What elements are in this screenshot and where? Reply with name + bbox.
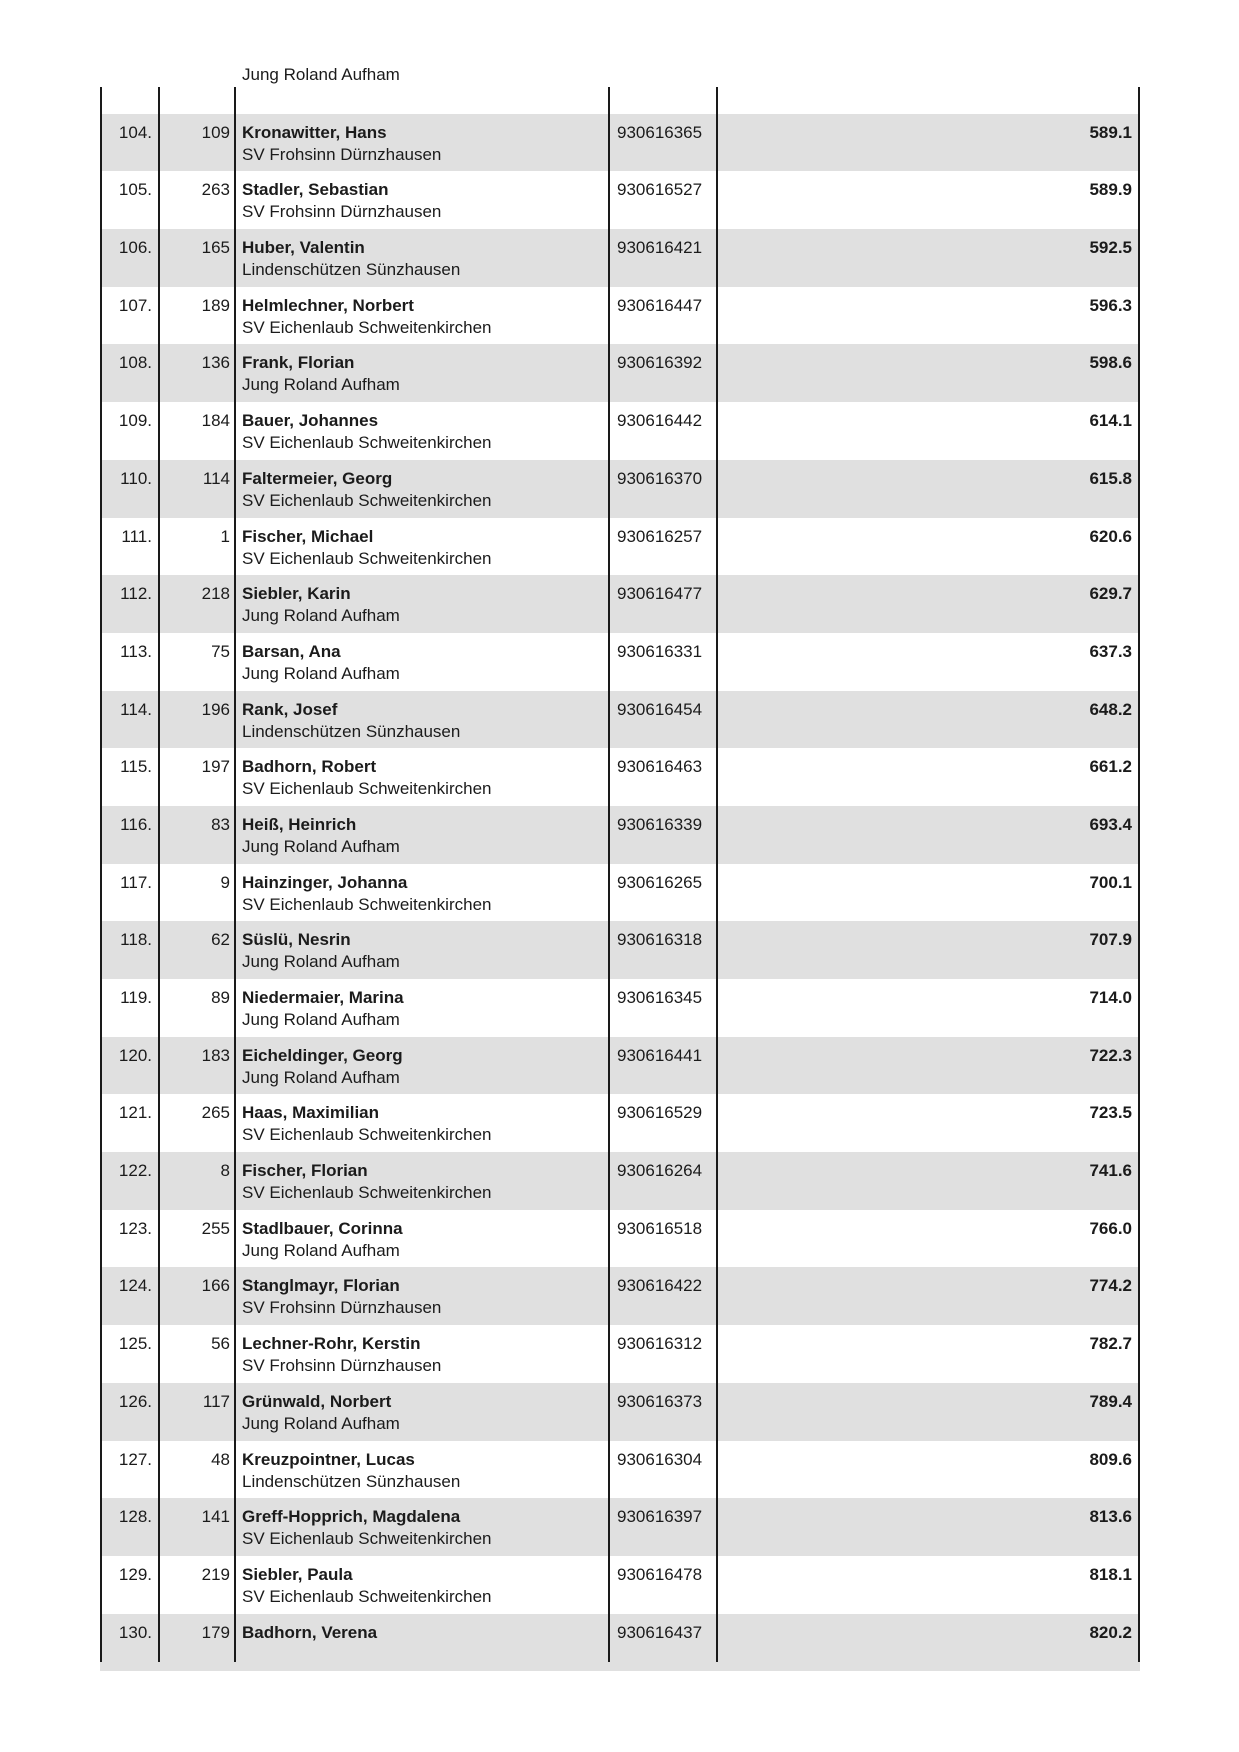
shooter-id-cell: 930616437 xyxy=(617,1622,703,1642)
shooter-name: Barsan, Ana xyxy=(242,641,341,661)
rank-cell: 112. xyxy=(120,584,152,604)
score-cell: 589.1 xyxy=(1089,122,1132,142)
score-cell: 693.4 xyxy=(1089,814,1132,834)
start-number-cell: 1 xyxy=(220,526,230,546)
rank-cell: 107. xyxy=(118,295,152,315)
club-name: SV Frohsinn Dürnzhausen xyxy=(242,144,442,164)
name-cell xyxy=(234,114,608,172)
score-cell: 598.6 xyxy=(1089,353,1132,373)
shooter-id-cell: 930616441 xyxy=(617,1045,703,1065)
table-row xyxy=(100,1614,1140,1672)
start-number-cell: 197 xyxy=(201,757,230,777)
shooter-name: Heiß, Heinrich xyxy=(242,814,357,834)
shooter-id-cell xyxy=(608,56,716,114)
shooter-id-cell: 930616518 xyxy=(617,1218,703,1238)
name-cell xyxy=(234,1152,608,1210)
results-table-rows xyxy=(100,56,1140,1671)
shooter-name: Kreuzpointner, Lucas xyxy=(242,1449,415,1469)
rank-cell: 126. xyxy=(118,1391,152,1411)
club-name: Jung Roland Aufham xyxy=(242,836,400,856)
shooter-id-cell: 930616331 xyxy=(617,641,703,661)
score-cell: 596.3 xyxy=(1089,295,1132,315)
rank-cell: 125. xyxy=(118,1334,152,1354)
club-name: SV Eichenlaub Schweitenkirchen xyxy=(242,490,492,510)
start-number-cell: 265 xyxy=(201,1103,230,1123)
name-cell xyxy=(234,287,608,345)
club-name: SV Eichenlaub Schweitenkirchen xyxy=(242,433,492,453)
rank-cell: 106. xyxy=(118,238,152,258)
shooter-name: Fischer, Michael xyxy=(242,526,374,546)
rank-cell: 122. xyxy=(118,1161,152,1181)
shooter-id-cell: 930616392 xyxy=(617,353,703,373)
rank-cell: 121. xyxy=(118,1103,152,1123)
score-cell: 707.9 xyxy=(1089,930,1132,950)
shooter-name: Siebler, Paula xyxy=(242,1564,353,1584)
shooter-id-cell: 930616421 xyxy=(617,238,703,258)
table-row xyxy=(100,921,1140,979)
table-row xyxy=(100,114,1140,172)
name-cell xyxy=(234,229,608,287)
score-cell: 615.8 xyxy=(1089,468,1132,488)
club-name: SV Eichenlaub Schweitenkirchen xyxy=(242,548,492,568)
shooter-name: Niedermaier, Marina xyxy=(242,988,404,1007)
table-row xyxy=(100,1556,1140,1614)
score-cell: 614.1 xyxy=(1089,411,1132,431)
shooter-id-cell: 930616365 xyxy=(617,122,703,142)
name-cell xyxy=(234,691,608,749)
start-number-cell: 141 xyxy=(201,1507,230,1527)
start-number-cell: 136 xyxy=(201,353,230,373)
rank-cell: 120. xyxy=(118,1045,152,1065)
club-name: SV Eichenlaub Schweitenkirchen xyxy=(242,779,492,799)
name-cell xyxy=(234,1325,608,1383)
rank-cell: 108. xyxy=(118,353,152,373)
table-row xyxy=(100,1152,1140,1210)
shooter-id-cell: 930616527 xyxy=(617,180,703,200)
club-name: SV Frohsinn Dürnzhausen xyxy=(242,1356,442,1376)
shooter-id-cell: 930616264 xyxy=(617,1161,703,1181)
table-row xyxy=(100,1383,1140,1441)
rank-column-divider xyxy=(158,87,160,1662)
score-cell: 782.7 xyxy=(1089,1334,1132,1354)
name-cell xyxy=(234,806,608,864)
score-cell: 637.3 xyxy=(1089,641,1132,661)
start-number-cell: 263 xyxy=(201,180,230,200)
shooter-name: Bauer, Johannes xyxy=(242,411,379,431)
score-cell xyxy=(716,56,1140,114)
start-number-cell: 56 xyxy=(211,1334,230,1354)
shooter-id-cell: 930616304 xyxy=(617,1449,703,1469)
table-row xyxy=(100,1267,1140,1325)
club-name: SV Eichenlaub Schweitenkirchen xyxy=(242,317,492,337)
name-cell xyxy=(234,518,608,576)
start-number-cell: 114 xyxy=(202,468,230,488)
club-name: SV Eichenlaub Schweitenkirchen xyxy=(242,1586,492,1606)
score-cell: 813.6 xyxy=(1089,1507,1132,1527)
name-cell xyxy=(234,1210,608,1268)
club-name: Lindenschützen Sünzhausen xyxy=(242,260,461,280)
name-cell xyxy=(234,921,608,979)
shooter-id-cell: 930616447 xyxy=(617,295,703,315)
name-cell xyxy=(234,1383,608,1441)
club-name: Jung Roland Aufham xyxy=(242,65,400,84)
shooter-name: Faltermeier, Georg xyxy=(242,468,393,488)
shooter-name: Badhorn, Verena xyxy=(242,1622,378,1642)
name-cell xyxy=(234,344,608,402)
rank-cell xyxy=(100,56,158,114)
table-row xyxy=(100,979,1140,1037)
shooter-name: Kronawitter, Hans xyxy=(242,122,387,142)
start-number-cell: 184 xyxy=(201,411,230,431)
start-number-cell: 62 xyxy=(211,930,230,950)
shooter-name: Süslü, Nesrin xyxy=(242,930,351,950)
rank-cell: 129. xyxy=(118,1564,152,1584)
table-row xyxy=(100,171,1140,229)
start-number-cell: 109 xyxy=(201,122,230,142)
club-name: Jung Roland Aufham xyxy=(242,375,400,395)
rank-cell: 130. xyxy=(118,1622,152,1642)
table-row xyxy=(100,56,1140,114)
table-row xyxy=(100,344,1140,402)
start-number-cell: 165 xyxy=(201,238,230,258)
club-name: SV Eichenlaub Schweitenkirchen xyxy=(242,1529,492,1549)
start-number-cell: 75 xyxy=(211,641,230,661)
table-row xyxy=(100,287,1140,345)
shooter-name: Badhorn, Robert xyxy=(242,757,377,777)
name-cell xyxy=(234,1614,608,1672)
name-cell xyxy=(234,1267,608,1325)
start-number-cell: 218 xyxy=(201,584,230,604)
start-number-cell: 255 xyxy=(201,1218,230,1238)
id-column-divider xyxy=(716,87,718,1662)
rank-cell: 105. xyxy=(118,180,152,200)
start-number-cell: 196 xyxy=(201,699,230,719)
shooter-name: Greff-Hopprich, Magdalena xyxy=(242,1507,461,1527)
table-row xyxy=(100,1498,1140,1556)
shooter-id-cell: 930616345 xyxy=(617,988,703,1007)
name-cell xyxy=(234,460,608,518)
club-name: SV Eichenlaub Schweitenkirchen xyxy=(242,1183,492,1203)
shooter-id-cell: 930616454 xyxy=(617,699,703,719)
score-cell: 620.6 xyxy=(1089,526,1132,546)
start-number-cell: 89 xyxy=(211,988,230,1007)
score-cell: 700.1 xyxy=(1089,872,1132,892)
start-number-cell: 219 xyxy=(201,1564,230,1584)
rank-cell: 123. xyxy=(118,1218,152,1238)
start-number-cell: 8 xyxy=(220,1161,230,1181)
start-number-cell: 189 xyxy=(201,295,230,315)
table-row xyxy=(100,460,1140,518)
rank-cell: 118. xyxy=(120,930,152,950)
club-name: SV Frohsinn Dürnzhausen xyxy=(242,202,442,222)
score-cell: 661.2 xyxy=(1089,757,1132,777)
score-cell: 592.5 xyxy=(1089,238,1132,258)
rank-cell: 115. xyxy=(120,757,152,777)
shooter-id-cell: 930616312 xyxy=(617,1334,703,1354)
club-name: SV Eichenlaub Schweitenkirchen xyxy=(242,894,492,914)
score-cell: 589.9 xyxy=(1089,180,1132,200)
name-cell xyxy=(234,1498,608,1556)
score-cell: 820.2 xyxy=(1089,1622,1132,1642)
score-cell: 766.0 xyxy=(1089,1218,1132,1238)
table-row xyxy=(100,1441,1140,1499)
name-column-divider xyxy=(608,87,610,1662)
shooter-name: Lechner-Rohr, Kerstin xyxy=(242,1334,421,1354)
shooter-id-cell: 930616529 xyxy=(617,1103,703,1123)
name-cell xyxy=(234,402,608,460)
name-cell xyxy=(234,1094,608,1152)
score-cell: 809.6 xyxy=(1089,1449,1132,1469)
shooter-name: Stadlbauer, Corinna xyxy=(242,1218,403,1238)
start-number-cell: 48 xyxy=(211,1449,230,1469)
club-name: SV Frohsinn Dürnzhausen xyxy=(242,1298,442,1318)
name-cell xyxy=(234,1556,608,1614)
club-name: Jung Roland Aufham xyxy=(242,606,400,626)
table-row xyxy=(100,633,1140,691)
shooter-id-cell: 930616463 xyxy=(617,757,703,777)
rank-cell: 124. xyxy=(118,1276,152,1296)
score-cell: 722.3 xyxy=(1089,1045,1132,1065)
shooter-id-cell: 930616370 xyxy=(617,468,703,488)
rank-cell: 111. xyxy=(121,526,152,546)
name-cell xyxy=(234,56,608,114)
table-row xyxy=(100,402,1140,460)
start-number-cell: 9 xyxy=(220,872,230,892)
name-cell xyxy=(234,1441,608,1499)
name-cell xyxy=(234,979,608,1037)
shooter-name: Frank, Florian xyxy=(242,353,355,373)
start-number-cell: 83 xyxy=(211,814,230,834)
name-cell xyxy=(234,575,608,633)
table-row xyxy=(100,806,1140,864)
name-cell xyxy=(234,633,608,691)
shooter-id-cell: 930616257 xyxy=(617,526,703,546)
score-cell: 723.5 xyxy=(1089,1103,1132,1123)
name-cell xyxy=(234,1037,608,1095)
shooter-id-cell: 930616265 xyxy=(617,872,703,892)
table-row xyxy=(100,748,1140,806)
table-right-border xyxy=(1138,87,1140,1662)
rank-cell: 110. xyxy=(120,468,152,488)
club-name: SV Eichenlaub Schweitenkirchen xyxy=(242,1125,492,1145)
club-name: Jung Roland Aufham xyxy=(242,663,400,683)
shooter-name: Eicheldinger, Georg xyxy=(242,1045,403,1065)
rank-cell: 114. xyxy=(120,699,152,719)
rank-cell: 127. xyxy=(118,1449,152,1469)
shooter-id-cell: 930616373 xyxy=(617,1391,703,1411)
table-row xyxy=(100,575,1140,633)
score-cell: 789.4 xyxy=(1089,1391,1132,1411)
shooter-id-cell: 930616318 xyxy=(617,930,703,950)
shooter-name: Helmlechner, Norbert xyxy=(242,295,414,315)
shooter-name: Grünwald, Norbert xyxy=(242,1391,392,1411)
shooter-id-cell: 930616397 xyxy=(617,1507,703,1527)
rank-cell: 119. xyxy=(120,988,152,1007)
table-row xyxy=(100,229,1140,287)
start-number-cell: 183 xyxy=(201,1045,230,1065)
club-name: Jung Roland Aufham xyxy=(242,1067,400,1087)
rank-cell: 104. xyxy=(118,122,152,142)
shooter-name: Stanglmayr, Florian xyxy=(242,1276,400,1296)
score-cell: 714.0 xyxy=(1089,988,1132,1007)
table-row xyxy=(100,864,1140,922)
start-number-cell: 166 xyxy=(201,1276,230,1296)
score-cell: 818.1 xyxy=(1089,1564,1132,1584)
club-name: Lindenschützen Sünzhausen xyxy=(242,1471,461,1491)
shooter-id-cell: 930616339 xyxy=(617,814,703,834)
club-name: Jung Roland Aufham xyxy=(242,1413,400,1433)
shooter-name: Siebler, Karin xyxy=(242,584,351,604)
score-cell: 741.6 xyxy=(1089,1161,1132,1181)
shooter-id-cell: 930616422 xyxy=(617,1276,703,1296)
rank-cell: 116. xyxy=(120,814,152,834)
shooter-id-cell: 930616477 xyxy=(617,584,703,604)
start-number-column-divider xyxy=(234,87,236,1662)
shooter-name: Rank, Josef xyxy=(242,699,338,719)
results-table xyxy=(100,65,1140,1662)
table-row xyxy=(100,1325,1140,1383)
rank-cell: 128. xyxy=(118,1507,152,1527)
table-row xyxy=(100,1210,1140,1268)
club-name: Jung Roland Aufham xyxy=(242,1240,400,1260)
shooter-name: Huber, Valentin xyxy=(242,238,365,258)
start-number-cell: 117 xyxy=(202,1391,230,1411)
table-row xyxy=(100,691,1140,749)
shooter-id-cell: 930616478 xyxy=(617,1564,703,1584)
score-cell: 648.2 xyxy=(1089,699,1132,719)
shooter-id-cell: 930616442 xyxy=(617,411,703,431)
start-number-cell: 179 xyxy=(201,1622,230,1642)
name-cell xyxy=(234,864,608,922)
club-name: Jung Roland Aufham xyxy=(242,952,400,972)
table-row xyxy=(100,1037,1140,1095)
club-name: Lindenschützen Sünzhausen xyxy=(242,721,461,741)
rank-cell: 113. xyxy=(120,641,152,661)
score-cell: 629.7 xyxy=(1089,584,1132,604)
shooter-name: Hainzinger, Johanna xyxy=(242,872,408,892)
table-row xyxy=(100,518,1140,576)
score-cell: 774.2 xyxy=(1089,1276,1132,1296)
club-name: Jung Roland Aufham xyxy=(242,1010,400,1029)
rank-cell: 117. xyxy=(120,872,152,892)
shooter-name: Haas, Maximilian xyxy=(242,1103,380,1123)
rank-cell: 109. xyxy=(118,411,152,431)
name-cell xyxy=(234,171,608,229)
name-cell xyxy=(234,748,608,806)
shooter-name: Fischer, Florian xyxy=(242,1161,368,1181)
shooter-name: Stadler, Sebastian xyxy=(242,180,389,200)
table-left-border xyxy=(100,87,102,1662)
start-number-cell xyxy=(158,56,234,114)
table-row xyxy=(100,1094,1140,1152)
